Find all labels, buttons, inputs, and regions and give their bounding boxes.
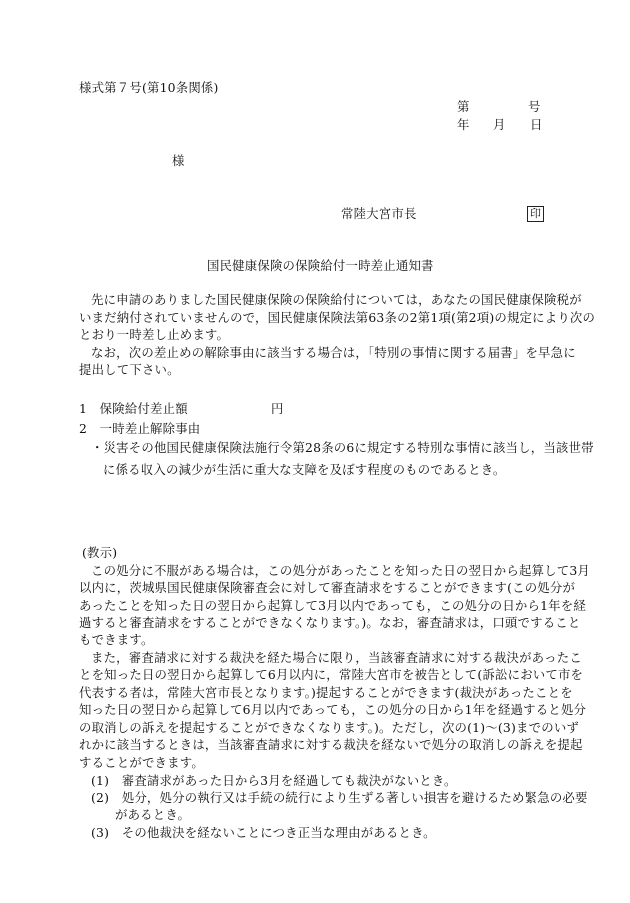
notice-line: 知った日の翌日から起算して6月以内であっても，この処分の日から1年を経過すると処分	[79, 702, 587, 717]
notice-line: また，審査請求に対する裁決を経た場合に限り，当該審査請求に対する裁決があったこ	[91, 650, 582, 665]
notice-line: あったことを知った日の翌日から起算して3月以内であっても，この処分の日から1年を経	[79, 598, 586, 613]
notice-line: もできます。	[79, 632, 154, 647]
document-title: 国民健康保険の保険給付一時差止通知書	[207, 258, 434, 273]
item-2-label: 2 一時差止解除事由	[79, 421, 201, 436]
notice-line: の取消しの訴えを提起することができなくなります。)。ただし，次の(1)～(3)までのいず	[79, 720, 579, 735]
item-1-label: 1 保険給付差止額	[79, 401, 188, 416]
notice-line: することができます。	[79, 755, 204, 770]
notice-line: 過すると審査請求をすることができなくなります。)。なお，審査請求は，口頭ですること	[79, 615, 581, 630]
notice-line: 代表する者は，常陸大宮市長となります。)提起することができます(裁決があったことを	[79, 685, 573, 700]
item-1-unit: 円	[271, 401, 284, 416]
item-2-detail: に係る収入の減少が生活に重大な支障を及ぼす程度のものであるとき。	[103, 462, 506, 477]
notice-condition: (2) 処分，処分の執行又は手続の続行により生ずる著しい損害を避けるため緊急の必要	[91, 790, 588, 805]
notice-line: 以内に，茨城県国民健康保険審査会に対して審査請求をすることができます(この処分が	[79, 580, 576, 595]
body-line: なお，次の差止めの解除事由に該当する場合は，「特別の事情に関する届書」を早急に	[91, 345, 576, 360]
body-line: いまだ納付されていませんので，国民健康保険法第63条の2第1項(第2項)の規定により次の	[79, 310, 596, 325]
date-year: 年	[457, 117, 470, 132]
number-label-right: 号	[528, 99, 541, 114]
date-day: 日	[530, 117, 543, 132]
addressee-honorific: 様	[172, 153, 185, 168]
body-line: 提出して下さい。	[79, 362, 180, 377]
notice-line: この処分に不服がある場合は，この処分があったことを知った日の翌日から起算して3月	[91, 563, 590, 578]
notice-line: れかに該当するときは，当該審査請求に対する裁決を経ないで処分の取消しの訴えを提起	[79, 737, 583, 752]
notice-condition: があるとき。	[115, 807, 191, 822]
issuer-name: 常陸大宮市長	[341, 206, 417, 221]
official-seal: 印	[527, 206, 544, 222]
notice-heading: (教示)	[82, 545, 118, 560]
number-label-left: 第	[457, 99, 470, 114]
date-month: 月	[493, 117, 506, 132]
notice-condition: (1) 審査請求があった日から3月を経過しても裁決がないとき。	[91, 773, 457, 788]
notice-condition: (3) その他裁決を経ないことにつき正当な理由があるとき。	[91, 825, 436, 840]
body-line: とおり一時差し止めます。	[79, 327, 230, 342]
body-line: 先に申請のありました国民健康保険の保険給付については，あなたの国民健康保険税が	[91, 292, 582, 307]
form-label: 様式第７号(第10条関係)	[79, 80, 219, 95]
notice-line: とを知った日の翌日から起算して6月以内に，常陸大宮市を被告として(訴訟において市を	[79, 667, 584, 682]
item-2-detail: ・災害その他国民健康保険法施行令第28条の6に規定する特別な事情に該当し，当該世帯	[91, 440, 594, 455]
